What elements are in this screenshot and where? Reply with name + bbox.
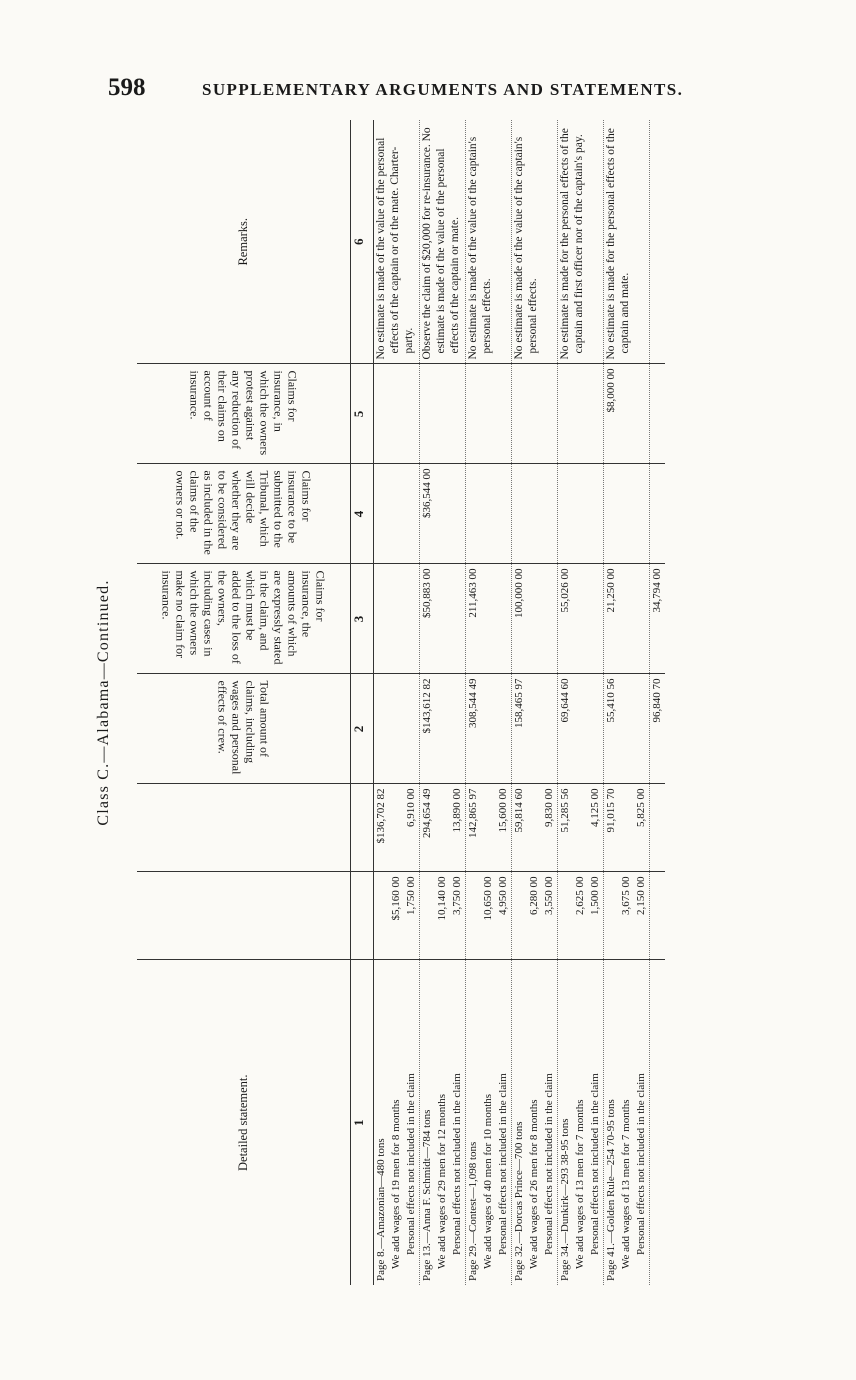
wages-effects-cell	[466, 872, 512, 960]
claim-cell	[558, 784, 604, 872]
blank-cell	[650, 364, 666, 464]
wages-amount: 2,625 00	[574, 876, 586, 915]
detailed-statement-cell	[604, 960, 650, 1285]
effects-line: Personal effects not included in the claim	[451, 1073, 463, 1255]
effects-amount: 3,550 00	[543, 876, 555, 915]
insurance-tribunal-cell	[512, 464, 558, 564]
insurance-protest-cell	[374, 364, 420, 464]
insurance-protest-amount	[558, 369, 573, 460]
trailing-insurance-cell	[650, 564, 666, 674]
table-row	[604, 120, 650, 1285]
total-amount: 158,465 97	[513, 678, 525, 728]
table-row	[374, 120, 420, 1285]
detailed-statement-cell	[512, 960, 558, 1285]
insurance-tribunal-cell	[374, 464, 420, 564]
insurance-tribunal-cell	[604, 464, 650, 564]
insurance-stated-amount	[374, 569, 389, 670]
wages-amount: 10,650 00	[482, 876, 494, 921]
effects-line: Personal effects not included in the claim	[497, 1073, 509, 1255]
wages-amount: $5,160 00	[390, 876, 402, 921]
header-amounts-a	[137, 872, 351, 960]
header-total-claims: Total amount of claims, including wages and personal effects of crew.	[137, 674, 351, 784]
claim-cell	[466, 784, 512, 872]
wages-line: We add wages of 19 men for 8 months	[390, 1099, 402, 1269]
blank-cell	[650, 120, 666, 364]
added-amount: 4,125 00	[589, 788, 601, 827]
table-row	[420, 120, 466, 1285]
col-number: 5	[351, 364, 374, 464]
insurance-stated-amount: 55,026 00	[559, 568, 571, 613]
insurance-stated-cell	[604, 564, 650, 674]
spacer	[374, 877, 389, 956]
trailing-totals-row	[650, 120, 666, 1285]
wages-amount: 10,140 00	[436, 876, 448, 921]
insurance-tribunal-cell	[420, 464, 466, 564]
trailing-total-cell	[650, 674, 666, 784]
claim-cell	[420, 784, 466, 872]
remarks-cell: No estimate is made for the personal effects of the captain and first officer nor of the captain's pay.	[559, 128, 585, 360]
claims-table	[137, 120, 665, 1285]
effects-amount: 4,950 00	[497, 876, 509, 915]
insurance-tribunal-amount	[466, 469, 481, 560]
added-amount: 5,825 00	[635, 788, 647, 827]
wages-line: We add wages of 26 men for 8 months	[528, 1099, 540, 1269]
insurance-stated-amount: $50,883 00	[421, 568, 433, 618]
insurance-protest-cell	[604, 364, 650, 464]
spacer	[558, 877, 573, 956]
wages-amount: 6,280 00	[528, 876, 540, 915]
vessel-line: Page 8.—Amazonian—480 tons	[375, 1138, 387, 1281]
insurance-stated-cell	[558, 564, 604, 674]
col-number-blank	[351, 784, 374, 872]
insurance-stated-amount: 100,000 00	[513, 568, 525, 618]
total-amount: 55,410 56	[605, 678, 617, 723]
header-remarks: Remarks.	[137, 120, 351, 364]
blank-cell	[650, 784, 666, 872]
vessel-line: Page 13.—Anna F. Schmidt—784 tons	[421, 1109, 433, 1281]
vessel-line: Page 29.—Contest—1,098 tons	[467, 1141, 479, 1281]
effects-line: Personal effects not included in the claim	[635, 1073, 647, 1255]
wages-line: We add wages of 40 men for 10 months	[482, 1093, 494, 1269]
spacer	[435, 789, 450, 868]
claim-cell	[374, 784, 420, 872]
col-number: 3	[351, 564, 374, 674]
remarks-cell: Observe the claim of $20,000 for re-insurance. No estimate is made of the value of the personal effects of the captain or mate.	[421, 127, 461, 360]
added-amount: 13,890 00	[451, 788, 463, 833]
insurance-tribunal-amount	[512, 469, 527, 560]
effects-line: Personal effects not included in the claim	[543, 1073, 555, 1255]
claim-amount: 294,654 49	[421, 788, 433, 838]
trailing-insurance: 34,794 00	[651, 568, 663, 613]
detailed-statement-cell	[374, 960, 420, 1285]
blank-cell	[650, 960, 666, 1285]
header-insurance-stated: Claims for insurance, the amounts of which are expressly stated in the claim, and which must be added to the loss of the owners, including cases in which the owners make no claim for insurance.	[137, 564, 351, 674]
detailed-statement-cell	[558, 960, 604, 1285]
insurance-protest-cell	[420, 364, 466, 464]
insurance-tribunal-amount	[374, 469, 389, 560]
added-amount: 15,600 00	[497, 788, 509, 833]
col-number: 2	[351, 674, 374, 784]
col-number: 1	[351, 960, 374, 1285]
insurance-protest-amount	[420, 369, 435, 460]
total-claims-cell	[420, 674, 466, 784]
insurance-protest-cell	[558, 364, 604, 464]
total-claims-cell	[466, 674, 512, 784]
insurance-protest-cell	[512, 364, 558, 464]
claim-amount: $136,702 82	[375, 788, 387, 844]
header-amounts-b	[137, 784, 351, 872]
wages-effects-cell	[558, 872, 604, 960]
insurance-protest-amount	[512, 369, 527, 460]
vessel-line: Page 41.—Golden Rule—254 70-95 tons	[605, 1099, 617, 1281]
added-amount: 9,830 00	[543, 788, 555, 827]
insurance-stated-amount: 21,250 00	[605, 568, 617, 613]
page-number: 598	[108, 74, 146, 101]
column-number-row	[351, 120, 374, 1285]
insurance-protest-amount	[374, 369, 389, 460]
total-amount: 69,644 60	[559, 678, 571, 723]
col-number: 4	[351, 464, 374, 564]
total-claims-cell	[374, 674, 420, 784]
spacer	[420, 877, 435, 956]
insurance-stated-cell	[512, 564, 558, 674]
claim-cell	[604, 784, 650, 872]
table-row	[512, 120, 558, 1285]
header-insurance-protest: Claims for insurance, in which the owners protest against any reduction of their claims on account of insurance.	[137, 364, 351, 464]
table-row	[558, 120, 604, 1285]
running-head: SUPPLEMENTARY ARGUMENTS AND STATEMENTS.	[202, 80, 684, 99]
insurance-protest-amount	[466, 369, 481, 460]
insurance-tribunal-amount	[604, 469, 619, 560]
spacer	[481, 789, 496, 868]
detailed-statement-cell	[466, 960, 512, 1285]
claim-amount: 91,015 70	[605, 788, 617, 833]
remarks-cell: No estimate is made of the value of the captain's personal effects.	[467, 136, 493, 360]
insurance-tribunal-cell	[558, 464, 604, 564]
effects-amount: 1,500 00	[589, 876, 601, 915]
wages-effects-cell	[512, 872, 558, 960]
vessel-line: Page 34.—Dunkirk—293 38-95 tons	[559, 1118, 571, 1281]
header-detailed-statement: Detailed statement.	[137, 960, 351, 1285]
total-amount: $143,612 82	[421, 678, 433, 734]
header-insurance-tribunal: Claims for insurance to be submitted to the Tribunal, which will decide whether they are to be considered as included in the claims of the owners or not.	[137, 464, 351, 564]
effects-amount: 2,150 00	[635, 876, 647, 915]
wages-effects-cell	[604, 872, 650, 960]
wages-line: We add wages of 29 men for 12 months	[436, 1093, 448, 1269]
wages-effects-cell	[374, 872, 420, 960]
total-claims-cell	[604, 674, 650, 784]
total-amount	[374, 679, 389, 780]
col-number-blank	[351, 872, 374, 960]
spacer	[619, 789, 634, 868]
wages-amount: 3,675 00	[620, 876, 632, 915]
col-number: 6	[351, 120, 374, 364]
spacer	[389, 789, 404, 868]
claim-cell	[512, 784, 558, 872]
spacer	[604, 877, 619, 956]
wages-line: We add wages of 13 men for 7 months	[574, 1099, 586, 1269]
effects-line: Personal effects not included in the claim	[405, 1073, 417, 1255]
insurance-tribunal-amount	[558, 469, 573, 560]
blank-cell	[650, 872, 666, 960]
trailing-total: 96,840 70	[651, 678, 663, 723]
effects-amount: 1,750 00	[405, 876, 417, 915]
insurance-stated-cell	[420, 564, 466, 674]
added-amount: 6,910 00	[405, 788, 417, 827]
insurance-tribunal-cell	[466, 464, 512, 564]
claim-amount: 59,814 60	[513, 788, 525, 833]
detailed-statement-cell	[420, 960, 466, 1285]
wages-line: We add wages of 13 men for 7 months	[620, 1099, 632, 1269]
rotated-table-block	[95, 120, 775, 1285]
insurance-protest-amount: $8,000 00	[605, 368, 617, 413]
total-claims-cell	[558, 674, 604, 784]
blank-cell	[650, 464, 666, 564]
vessel-line: Page 32.—Dorcas Prince—700 tons	[513, 1121, 525, 1281]
spacer	[527, 789, 542, 868]
insurance-protest-cell	[466, 364, 512, 464]
insurance-stated-cell	[374, 564, 420, 674]
effects-amount: 3,750 00	[451, 876, 463, 915]
insurance-stated-amount: 211,463 00	[467, 568, 479, 618]
total-amount: 308,544 49	[467, 678, 479, 728]
claim-amount: 51,285 56	[559, 788, 571, 833]
claim-amount: 142,865 97	[467, 788, 479, 838]
remarks-cell: No estimate is made of the value of the captain's personal effects.	[513, 136, 539, 360]
table-title: Class C.—Alabama—Continued.	[95, 579, 112, 826]
spacer	[466, 877, 481, 956]
spacer	[512, 877, 527, 956]
insurance-stated-cell	[466, 564, 512, 674]
spacer	[573, 789, 588, 868]
wages-effects-cell	[420, 872, 466, 960]
remarks-cell: No estimate is made of the value of the personal effects of the captain or of the mate. Charter-party.	[375, 137, 415, 360]
insurance-tribunal-amount: $36,544 00	[421, 468, 433, 518]
effects-line: Personal effects not included in the claim	[589, 1073, 601, 1255]
remarks-cell: No estimate is made for the personal effects of the captain and mate.	[605, 128, 631, 360]
total-claims-cell	[512, 674, 558, 784]
table-row	[466, 120, 512, 1285]
